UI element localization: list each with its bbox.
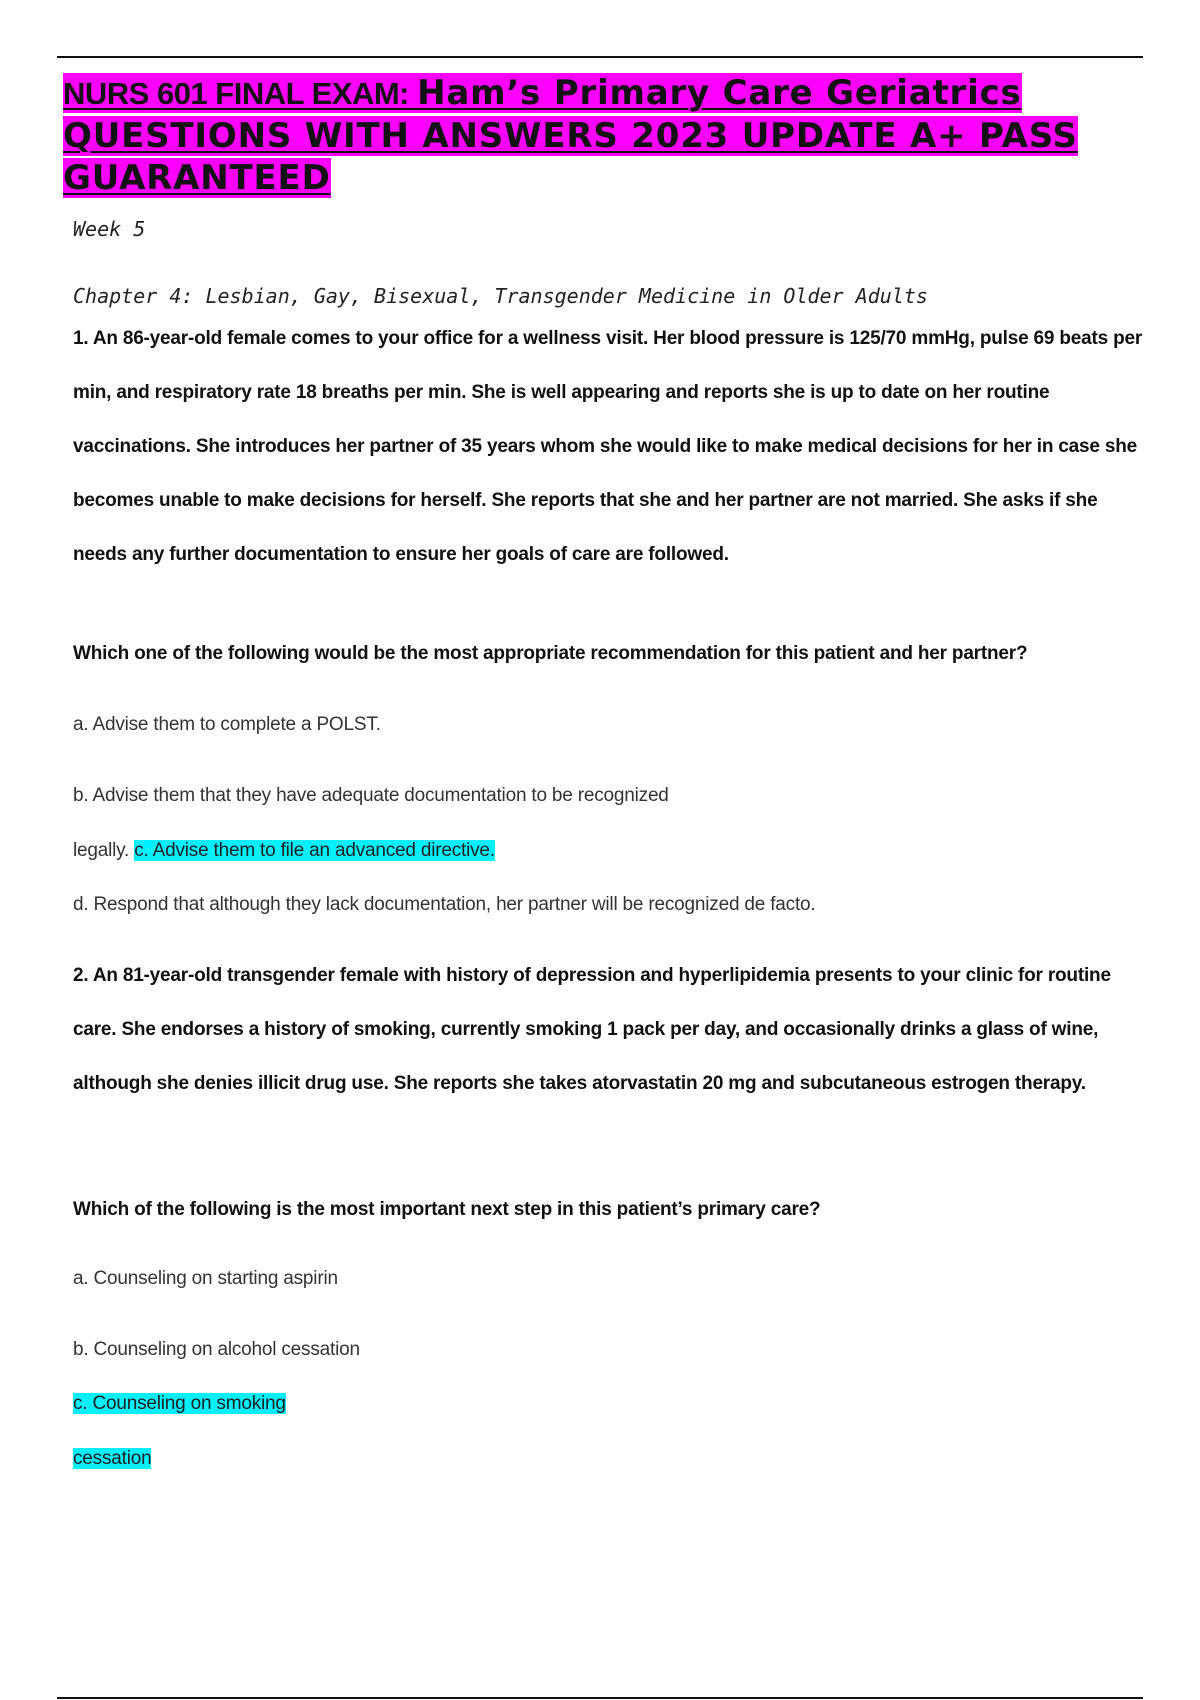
chapter-heading: Chapter 4: Lesbian, Gay, Bisexual, Transgender Medicine in Older Adults — [73, 284, 928, 308]
question-1-option-a — [73, 712, 1153, 738]
answer-option — [73, 1446, 1153, 1472]
question-1-option-d — [73, 892, 1153, 918]
answer-option: d. Respond that although they lack documentation, her partner will be recognized de facto. — [73, 894, 816, 915]
question-1-option-b — [73, 783, 1153, 809]
question-2-prompt-block — [73, 1197, 1153, 1223]
question-1-prompt-block — [73, 641, 1153, 667]
question-2-option-b — [73, 1337, 1153, 1363]
correct-answer-highlight: c. Counseling on smoking — [73, 1393, 286, 1414]
answer-option: a. Counseling on starting aspirin — [73, 1268, 338, 1289]
answer-option — [73, 1391, 1153, 1417]
question-2-option-c — [73, 1391, 1153, 1417]
question-prompt: Which one of the following would be the most appropriate recommendation for this patient and her partner? — [73, 643, 1028, 664]
question-stem: 1. An 86-year-old female comes to your office for a wellness visit. Her blood pressure is 125/70 mmHg, pulse 69 beats per min, and respiratory rate 18 breaths per min. She is well appearing and reports she is up to date on her routine vaccinations. She introduces her partner of 35 years whom she would like to make medical decisions for her in case she becomes unable to make decisions for herself. She reports that she and her partner are not married. She asks if she needs any further documentation to ensure her goals of care are followed. — [73, 328, 1143, 565]
question-2-option-a — [73, 1266, 1153, 1292]
correct-answer-highlight: cessation — [73, 1448, 152, 1469]
option-b-continuation: legally. — [73, 840, 135, 861]
answer-option: b. Advise them that they have adequate documentation to be recognized — [73, 785, 669, 806]
question-2 — [73, 949, 1151, 1111]
question-stem: 2. An 81-year-old transgender female with history of depression and hyperlipidemia presents to your clinic for routine care. She endorses a history of smoking, currently smoking 1 pack per day, and occasionally drinks a glass of wine, although she denies illicit drug use. She reports she takes atorvastatin 20 mg and subcutaneous estrogen therapy. — [73, 965, 1111, 1094]
correct-answer-highlight: c. Advise them to file an advanced directive. — [134, 840, 495, 861]
question-prompt: Which of the following is the most important next step in this patient’s primary care? — [73, 1199, 821, 1220]
question-2-option-c-cont — [73, 1446, 1153, 1472]
answer-option: b. Counseling on alcohol cessation — [73, 1339, 360, 1360]
answer-option: a. Advise them to complete a POLST. — [73, 714, 381, 735]
question-1-option-b-c — [73, 838, 1153, 864]
document-title — [63, 72, 1143, 199]
question-1 — [73, 312, 1151, 582]
title-subject: Ham’s Primary Care Geriatrics QUESTIONS WITH ANSWERS 2023 UPDATE A+ PASS GUARANTEED — [63, 73, 1078, 198]
bottom-rule — [57, 1697, 1143, 1699]
answer-option-line — [73, 838, 1153, 864]
top-rule — [57, 56, 1143, 58]
title-course: NURS 601 FINAL EXAM: — [63, 76, 418, 111]
week-label: Week 5 — [73, 217, 146, 241]
document-page — [63, 72, 1143, 308]
